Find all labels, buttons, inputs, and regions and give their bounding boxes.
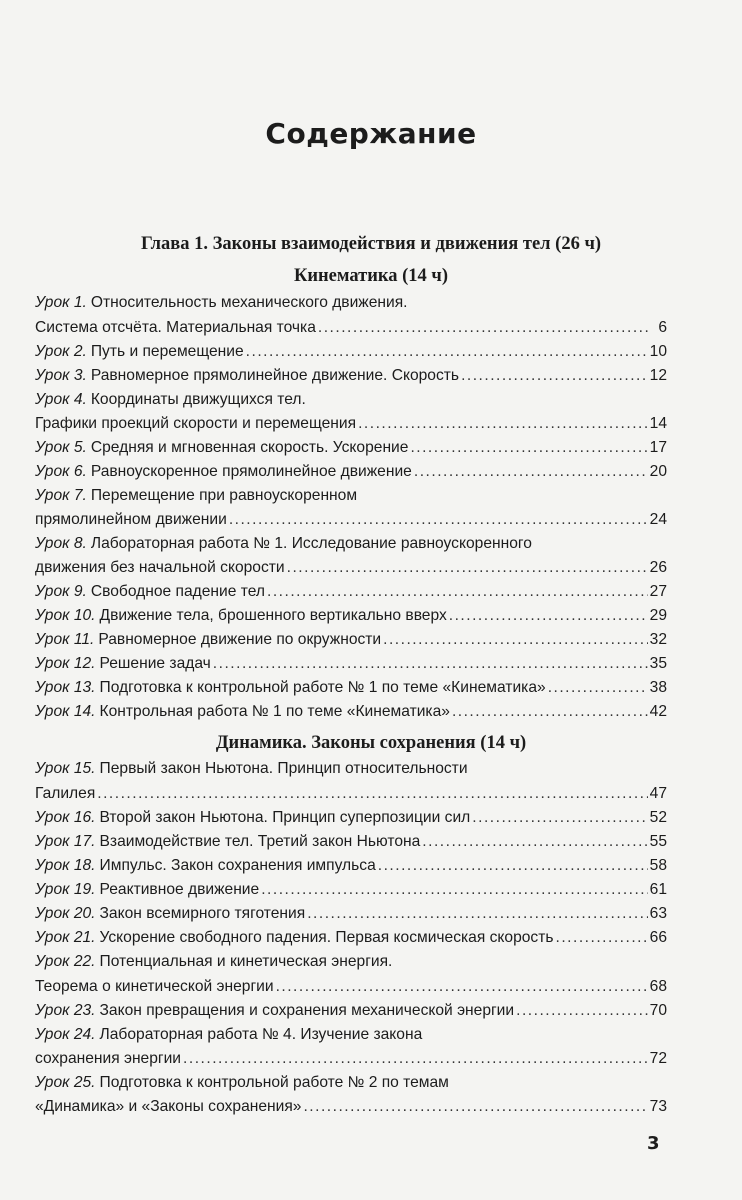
lesson-label: Урок 14. [35, 703, 96, 720]
entry-page-number: 68 [649, 978, 667, 995]
entry-page-number: 42 [649, 703, 667, 720]
dot-leader [383, 628, 648, 652]
entry-text: Лабораторная работа № 1. Исследование равноускоренного [90, 535, 532, 552]
entry-text: Контрольная работа № 1 по теме «Кинематика» [99, 703, 450, 720]
toc-entry [35, 830, 667, 854]
entry-text: Координаты движущихся тел. [90, 391, 306, 408]
toc-entry [35, 291, 667, 315]
entry-text: Решение задач [99, 655, 211, 672]
toc-entry [35, 950, 667, 974]
dot-leader [276, 975, 648, 999]
lesson-label: Урок 22. [35, 953, 96, 970]
entry-page-number: 10 [649, 343, 667, 360]
lesson-label: Урок 23. [35, 1002, 96, 1019]
entry-text: Потенциальная и кинетическая энергия. [99, 953, 393, 970]
entry-text: Равномерное прямолинейное движение. Скорость [90, 367, 460, 384]
lesson-label: Урок 20. [35, 905, 96, 922]
dot-leader [414, 460, 648, 484]
entry-text: Подготовка к контрольной работе № 2 по темам [99, 1074, 449, 1091]
dot-leader [378, 854, 648, 878]
lesson-label: Урок 25. [35, 1074, 96, 1091]
entry-text: Лабораторная работа № 4. Изучение закона [99, 1026, 423, 1043]
dot-leader [246, 340, 648, 364]
dot-leader [422, 830, 647, 854]
lesson-label: Урок 11. [35, 631, 95, 648]
entry-text: Импульс. Закон сохранения импульса [99, 857, 376, 874]
entry-page-number: 35 [649, 655, 667, 672]
entry-text: Галилея [35, 785, 96, 802]
entry-text: Закон всемирного тяготения [99, 905, 306, 922]
toc-entry [35, 878, 667, 902]
entry-text: Взаимодействие тел. Третий закон Ньютона [99, 833, 421, 850]
entry-page-number: 61 [649, 881, 667, 898]
lesson-label: Урок 15. [35, 760, 96, 777]
dot-leader [287, 556, 648, 580]
entry-text: Равноускоренное прямолинейное движение [90, 463, 412, 480]
entry-page-number: 29 [649, 607, 667, 624]
toc-entry [35, 999, 667, 1023]
lesson-label: Урок 21. [35, 929, 96, 946]
toc-entry [35, 628, 667, 652]
lesson-label: Урок 17. [35, 833, 96, 850]
lesson-label: Урок 16. [35, 809, 96, 826]
toc-entry [35, 902, 667, 926]
entry-text: сохранения энергии [35, 1050, 182, 1067]
entry-page-number: 14 [649, 415, 667, 432]
lesson-label: Урок 18. [35, 857, 96, 874]
toc-entry [35, 926, 667, 950]
entry-text: Закон превращения и сохранения механической энергии [99, 1002, 515, 1019]
entry-page-number: 70 [649, 1002, 667, 1019]
lesson-label: Урок 13. [35, 679, 96, 696]
entry-page-number: 17 [649, 439, 667, 456]
lesson-label: Урок 12. [35, 655, 96, 672]
toc-entry [35, 1095, 667, 1119]
entry-page-number: 58 [649, 857, 667, 874]
toc-entry [35, 388, 667, 412]
lesson-label: Урок 4. [35, 391, 87, 408]
dot-leader [213, 652, 648, 676]
dot-leader [267, 580, 648, 604]
entry-text: прямолинейном движении [35, 511, 227, 528]
entry-text: «Динамика» и «Законы сохранения» [35, 1098, 302, 1115]
toc-entry [35, 316, 667, 340]
dot-leader [97, 782, 647, 806]
toc-entry [35, 484, 667, 508]
dot-leader [548, 676, 648, 700]
toc-entry [35, 757, 667, 781]
entry-text: Путь и перемещение [90, 343, 244, 360]
page-title: Содержание [265, 117, 477, 150]
lesson-label: Урок 7. [35, 487, 87, 504]
lesson-label: Урок 10. [35, 607, 96, 624]
toc-entry [35, 806, 667, 830]
toc-entry [35, 975, 667, 999]
entry-page-number: 52 [649, 809, 667, 826]
entry-text: Графики проекций скорости и перемещения [35, 415, 357, 432]
entry-text: Теорема о кинетической энергии [35, 978, 274, 995]
dot-leader [229, 508, 648, 532]
section-heading-kinematics: Кинематика (14 ч) [293, 266, 449, 286]
lesson-label: Урок 6. [35, 463, 87, 480]
dot-leader [452, 700, 648, 724]
entry-page-number: 55 [649, 833, 667, 850]
toc-entry [35, 412, 667, 436]
entry-text: Движение тела, брошенного вертикально вверх [99, 607, 447, 624]
lesson-label: Урок 3. [35, 367, 87, 384]
entry-text: Средняя и мгновенная скорость. Ускорение [90, 439, 409, 456]
entry-text: Подготовка к контрольной работе № 1 по теме «Кинематика» [99, 679, 546, 696]
toc-entry [35, 1047, 667, 1071]
lesson-label: Урок 8. [35, 535, 87, 552]
toc-entry [35, 604, 667, 628]
lesson-label: Урок 2. [35, 343, 87, 360]
entry-page-number: 73 [649, 1098, 667, 1115]
entry-page-number: 24 [649, 511, 667, 528]
lesson-label: Урок 5. [35, 439, 87, 456]
entry-text: Свободное падение тел [90, 583, 265, 600]
entry-page-number: 32 [649, 631, 667, 648]
lesson-label: Урок 1. [35, 294, 87, 311]
entry-text: Второй закон Ньютона. Принцип суперпозиции сил [99, 809, 471, 826]
toc-entry [35, 700, 667, 724]
lesson-label: Урок 19. [35, 881, 96, 898]
toc-entry [35, 782, 667, 806]
toc-entry [35, 556, 667, 580]
entry-page-number: 20 [649, 463, 667, 480]
dot-leader [307, 902, 647, 926]
entry-text: Относительность механического движения. [90, 294, 408, 311]
toc-entry [35, 580, 667, 604]
dot-leader [410, 436, 647, 460]
entry-text: Система отсчёта. Материальная точка [35, 319, 316, 336]
entry-page-number: 63 [649, 905, 667, 922]
section-heading-dynamics: Динамика. Законы сохранения (14 ч) [215, 733, 527, 753]
entry-text: Ускорение свободного падения. Первая космическая скорость [99, 929, 554, 946]
toc-entry [35, 1023, 667, 1047]
dot-leader [318, 316, 651, 340]
dot-leader [449, 604, 648, 628]
entry-text: движения без начальной скорости [35, 559, 285, 576]
entry-page-number: 26 [649, 559, 667, 576]
toc-entry [35, 340, 667, 364]
entry-page-number: 27 [649, 583, 667, 600]
entry-page-number: 12 [649, 367, 667, 384]
entry-page-number: 47 [649, 785, 667, 802]
dot-leader [472, 806, 647, 830]
toc-entry [35, 364, 667, 388]
page-number: 3 [647, 1133, 660, 1154]
entry-text: Перемещение при равноускоренном [90, 487, 358, 504]
dot-leader [556, 926, 648, 950]
lesson-label: Урок 9. [35, 583, 87, 600]
entry-page-number: 38 [649, 679, 667, 696]
dot-leader [516, 999, 648, 1023]
entry-text: Реактивное движение [99, 881, 260, 898]
entry-text: Первый закон Ньютона. Принцип относительности [99, 760, 468, 777]
entry-page-number: 6 [658, 319, 667, 336]
toc-entry [35, 436, 667, 460]
toc-entry [35, 676, 667, 700]
toc-entry [35, 652, 667, 676]
dot-leader [183, 1047, 648, 1071]
entry-page-number: 72 [649, 1050, 667, 1067]
entry-page-number: 66 [649, 929, 667, 946]
chapter-heading: Глава 1. Законы взаимодействия и движения тел (26 ч) [140, 234, 602, 254]
entry-text: Равномерное движение по окружности [98, 631, 382, 648]
dot-leader [261, 878, 647, 902]
toc-entry [35, 532, 667, 556]
dot-leader [303, 1095, 647, 1119]
lesson-label: Урок 24. [35, 1026, 96, 1043]
dot-leader [461, 364, 648, 388]
toc-entry [35, 460, 667, 484]
toc-entry [35, 1071, 667, 1095]
toc-entry [35, 508, 667, 532]
dot-leader [358, 412, 648, 436]
toc-entry [35, 854, 667, 878]
